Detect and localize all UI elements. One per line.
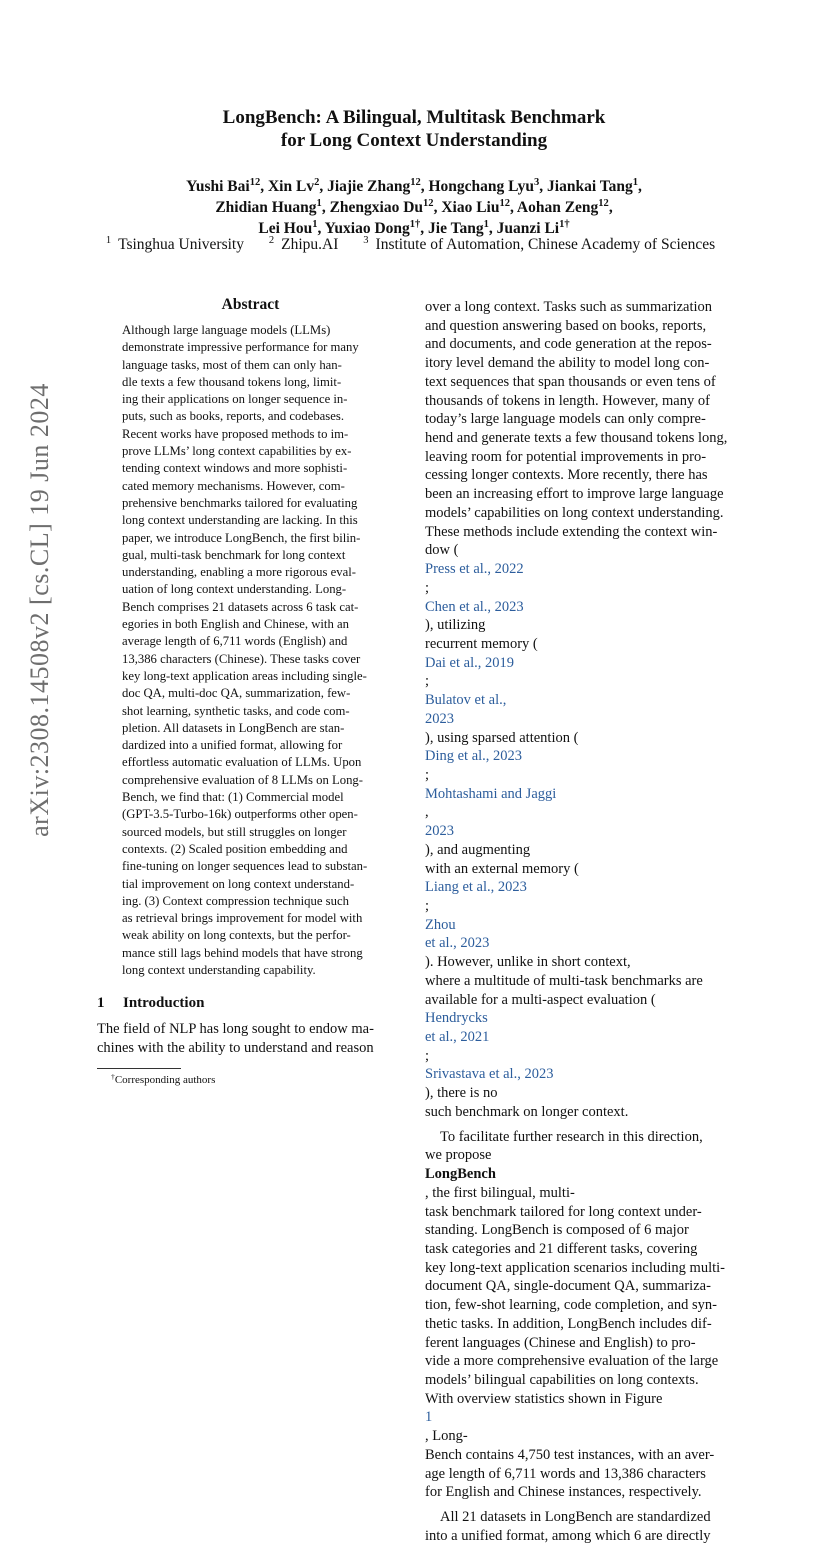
citation-link[interactable]: Liang et al., 2023 bbox=[425, 879, 527, 896]
abstract-line: tial improvement on long context understand- bbox=[122, 876, 355, 891]
abstract-line: 13,386 characters (Chinese). These tasks cover bbox=[122, 651, 361, 666]
text-line: tion, few-shot learning, code completion, and syn- bbox=[425, 1297, 717, 1314]
text-fragment: ; bbox=[425, 766, 430, 783]
citation-link[interactable]: Press et al., 2022 bbox=[425, 561, 524, 578]
affiliation-item bbox=[269, 236, 346, 253]
arxiv-identifier bbox=[16, 370, 64, 850]
abstract-line: long context understanding capability. bbox=[122, 962, 316, 977]
abstract-line: Bench, we find that: (1) Commercial model bbox=[122, 790, 344, 805]
abstract-line: ing their applications on longer sequence in- bbox=[122, 392, 348, 407]
citation-link[interactable]: Bulatov et al., bbox=[425, 692, 507, 709]
text-line: All 21 datasets in LongBench are standardized bbox=[440, 1509, 711, 1525]
affiliation-name: Zhipu.AI bbox=[281, 236, 339, 253]
author-separator: , bbox=[638, 178, 642, 195]
citation-link[interactable]: et al., 2023 bbox=[425, 935, 490, 952]
text-line bbox=[425, 991, 730, 1028]
author-affiliation-mark: 12 bbox=[410, 177, 421, 189]
abstract-line: (GPT-3.5-Turbo-16k) outperforms other open- bbox=[122, 807, 358, 822]
text-fragment: , the first bilingual, multi- bbox=[425, 1184, 575, 1201]
text-line: for English and Chinese instances, respectively. bbox=[425, 1484, 702, 1501]
figure-reference-link[interactable]: 1 bbox=[425, 1409, 433, 1426]
author-affiliation-mark: 1 bbox=[312, 219, 318, 231]
text-line: models’ bilingual capabilities on long contexts. bbox=[425, 1371, 699, 1388]
text-fragment: dow ( bbox=[425, 542, 459, 559]
author-separator: , bbox=[608, 199, 613, 216]
text-line: today’s large language models can only compre- bbox=[425, 411, 706, 428]
author-name: , Yuxiao Dong bbox=[317, 220, 410, 237]
author-name: Lei Hou bbox=[258, 220, 313, 237]
abstract-line: prove LLMs’ long context capabilities by ex- bbox=[122, 444, 352, 459]
left-column bbox=[97, 296, 404, 1087]
text-line: These methods include extending the context win- bbox=[425, 523, 718, 540]
author-name: Yushi Bai bbox=[186, 178, 250, 195]
affiliation-mark: 3 bbox=[363, 235, 369, 247]
abstract-line: mance still lags behind models that have strong bbox=[122, 945, 363, 960]
citation-link[interactable]: 2023 bbox=[425, 710, 454, 727]
abstract-line: Although large language models (LLMs) bbox=[122, 323, 331, 337]
text-line bbox=[425, 1146, 730, 1202]
author-line-1 bbox=[90, 176, 738, 197]
abstract-line: Recent works have proposed methods to im- bbox=[122, 426, 349, 441]
author-name: , Jiajie Zhang bbox=[319, 178, 411, 195]
right-column bbox=[425, 298, 730, 1551]
text-fragment: ; bbox=[425, 898, 430, 914]
abstract-line: paper, we introduce LongBench, the first bilin- bbox=[122, 530, 361, 545]
text-line: over a long context. Tasks such as summarization bbox=[425, 299, 713, 315]
text-line bbox=[425, 860, 730, 935]
abstract-line: Bench comprises 21 datasets across 6 task cat- bbox=[122, 599, 359, 614]
citation-link[interactable]: Hendrycks bbox=[425, 1010, 488, 1027]
title-line-2: for Long Context Understanding bbox=[280, 130, 548, 151]
author-name: , Jiankai Tang bbox=[539, 178, 633, 195]
text-fragment: ). However, unlike in short context, bbox=[425, 954, 631, 971]
author-line-2 bbox=[90, 197, 738, 218]
text-fragment: ), and augmenting bbox=[425, 841, 531, 858]
abstract-line: egories in both English and Chinese, with an bbox=[122, 617, 349, 632]
affiliations bbox=[80, 234, 748, 255]
citation-link[interactable]: Srivastava et al., 2023 bbox=[425, 1066, 554, 1083]
abstract-line: demonstrate impressive performance for many bbox=[122, 340, 359, 355]
author-affiliation-mark: 12 bbox=[598, 198, 609, 210]
author-affiliation-mark: 12 bbox=[499, 198, 510, 210]
paragraph-longbench-proposal bbox=[425, 1128, 730, 1502]
footnote-divider bbox=[97, 1068, 181, 1069]
citation-link[interactable]: Mohtashami and Jaggi bbox=[425, 785, 557, 802]
text-line: been an increasing effort to improve large language bbox=[425, 486, 724, 503]
author-affiliation-mark: 12 bbox=[423, 198, 434, 210]
intro-line: chines with the ability to understand and reason bbox=[97, 1039, 374, 1056]
text-line: itory level demand the ability to model long con- bbox=[425, 355, 710, 372]
abstract-line: shot learning, synthetic tasks, and code com- bbox=[122, 703, 350, 718]
text-line: Bench contains 4,750 test instances, with an aver- bbox=[425, 1446, 715, 1463]
text-fragment: we propose bbox=[425, 1147, 492, 1164]
text-line: task categories and 21 different tasks, covering bbox=[425, 1240, 698, 1257]
title-line-1: LongBench: A Bilingual, Multitask Benchmark bbox=[222, 107, 606, 128]
author-name: , Juanzi Li bbox=[488, 220, 560, 237]
abstract-line: tending context windows and more sophisti- bbox=[122, 461, 348, 476]
abstract-heading: Abstract bbox=[221, 296, 280, 313]
text-line: thousands of tokens in length. However, many of bbox=[425, 392, 710, 409]
abstract-line: comprehensive evaluation of 8 LLMs on Long- bbox=[122, 772, 364, 787]
abstract-line: dle texts a few thousand tokens long, limit- bbox=[122, 374, 342, 389]
abstract-body bbox=[122, 322, 379, 979]
text-line: document QA, single-document QA, summariza- bbox=[425, 1278, 711, 1295]
text-fragment: , bbox=[425, 804, 429, 821]
text-fragment: , Long- bbox=[425, 1428, 468, 1445]
text-line: leaving room for potential improvements in pro- bbox=[425, 448, 707, 465]
affiliation-mark: 2 bbox=[268, 235, 275, 247]
citation-link[interactable]: 2023 bbox=[425, 823, 454, 840]
abstract-line: puts, such as books, reports, and codebases. bbox=[122, 409, 344, 424]
text-line: into a unified format, among which 6 are directly bbox=[425, 1527, 711, 1544]
author-affiliation-mark: 1† bbox=[559, 219, 570, 231]
text-line: To facilitate further research in this direction, bbox=[440, 1128, 703, 1145]
text-line bbox=[425, 710, 730, 785]
author-affiliation-mark: 3 bbox=[534, 177, 540, 189]
abstract-line: doc QA, multi-doc QA, summarization, few- bbox=[122, 686, 351, 701]
text-line: where a multitude of multi-task benchmarks are bbox=[425, 972, 703, 989]
intro-line: The field of NLP has long sought to endow ma- bbox=[97, 1021, 374, 1038]
author-affiliation-mark: 2 bbox=[314, 177, 320, 189]
author-name: , Xin Lv bbox=[260, 178, 315, 195]
text-line: vide a more comprehensive evaluation of the large bbox=[425, 1353, 719, 1370]
abstract-line: effortless automatic evaluation of LLMs. Upon bbox=[122, 755, 362, 770]
author-affiliation-mark: 1 bbox=[316, 198, 322, 210]
abstract-line: understanding, enabling a more rigorous eval- bbox=[122, 565, 356, 580]
abstract-line: long context understanding are lacking. In this bbox=[122, 513, 358, 528]
author-name: Zhidian Huang bbox=[215, 199, 317, 216]
citation-link[interactable]: Ding et al., 2023 bbox=[425, 748, 523, 765]
text-line: thetic tasks. In addition, LongBench includes dif- bbox=[425, 1315, 712, 1332]
text-line: and documents, and code generation at the repos- bbox=[425, 336, 712, 353]
abstract-line: key long-text application areas including single- bbox=[122, 668, 367, 683]
paragraph-context bbox=[425, 298, 730, 1122]
abstract-line: weak ability on long contexts, but the perfor- bbox=[122, 928, 351, 943]
abstract-line: average length of 6,711 words (English) and bbox=[122, 634, 348, 649]
arxiv-id-text: arXiv:2308.14508v2 [cs.CL] 19 Jun 2024 bbox=[25, 383, 54, 837]
text-fragment: ; bbox=[425, 673, 430, 690]
footnote-mark: † bbox=[111, 1071, 115, 1081]
abstract-line: cated memory mechanisms. However, com- bbox=[122, 478, 345, 493]
author-name: , Xiao Liu bbox=[433, 199, 500, 216]
text-line bbox=[425, 635, 730, 710]
author-list bbox=[90, 176, 738, 239]
abstract-line: language tasks, most of them can only han- bbox=[122, 357, 342, 372]
abstract-line: fine-tuning on longer sequences lead to substan- bbox=[122, 859, 368, 874]
text-line: task benchmark tailored for long context under- bbox=[425, 1203, 702, 1220]
abstract-line: prehensive benchmarks tailored for evaluating bbox=[122, 495, 358, 510]
section-heading-introduction bbox=[97, 995, 404, 1012]
affiliation-item bbox=[363, 236, 722, 253]
text-fragment: ), there is no bbox=[425, 1085, 498, 1102]
text-fragment: ; bbox=[425, 579, 430, 596]
abstract-line: gual, multi-task benchmark for long context bbox=[122, 547, 346, 562]
intro-paragraph bbox=[97, 1020, 404, 1057]
text-line: ferent languages (Chinese and English) to pro- bbox=[425, 1334, 696, 1351]
citation-link[interactable]: Chen et al., 2023 bbox=[425, 598, 524, 615]
affiliation-name: Tsinghua University bbox=[118, 236, 244, 253]
author-name: , Aohan Zeng bbox=[509, 199, 599, 216]
text-line bbox=[425, 1390, 730, 1446]
text-fragment: recurrent memory ( bbox=[425, 635, 538, 652]
text-fragment: ), utilizing bbox=[425, 617, 486, 634]
abstract-line: sourced models, but still struggles on longer bbox=[122, 824, 347, 839]
abstract-line: as retrieval brings improvement for model with bbox=[122, 911, 363, 926]
text-fragment: available for a multi-aspect evaluation ( bbox=[425, 991, 656, 1008]
text-fragment: ), using sparsed attention ( bbox=[425, 729, 579, 746]
author-name: , Jie Tang bbox=[420, 220, 484, 237]
text-line bbox=[425, 541, 730, 635]
paragraph-datasets bbox=[425, 1508, 730, 1545]
text-line: key long-text application scenarios including multi- bbox=[425, 1259, 725, 1276]
text-line: standing. LongBench is composed of 6 major bbox=[425, 1222, 689, 1239]
text-fragment: ; bbox=[425, 1047, 430, 1064]
author-affiliation-mark: 1† bbox=[409, 219, 421, 231]
text-fragment: with an external memory ( bbox=[425, 860, 579, 877]
author-name: , Hongchang Lyu bbox=[420, 178, 535, 195]
text-line bbox=[425, 785, 730, 860]
author-name: , Zhengxiao Du bbox=[321, 199, 424, 216]
abstract-line: uation of long context understanding. Long- bbox=[122, 582, 347, 597]
text-line: hend and generate texts a few thousand tokens long, bbox=[425, 430, 728, 447]
author-affiliation-mark: 1 bbox=[483, 219, 489, 231]
author-affiliation-mark: 12 bbox=[249, 177, 261, 189]
citation-link[interactable]: Dai et al., 2019 bbox=[425, 654, 514, 671]
text-line: age length of 6,711 words and 13,386 characters bbox=[425, 1465, 706, 1482]
citation-link[interactable]: Zhou bbox=[425, 916, 456, 933]
text-line: models’ capabilities on long context understanding. bbox=[425, 504, 724, 521]
abstract-line: contexts. (2) Scaled position embedding and bbox=[122, 841, 348, 856]
footnote-text: Corresponding authors bbox=[114, 1073, 216, 1086]
affiliation-item bbox=[106, 236, 251, 253]
abstract-line: pletion. All datasets in LongBench are stan- bbox=[122, 720, 345, 735]
text-fragment: With overview statistics shown in Figure bbox=[425, 1390, 663, 1407]
section-number: 1 bbox=[97, 995, 105, 1012]
text-line: such benchmark on longer context. bbox=[425, 1103, 629, 1120]
abstract-line: ing. (3) Context compression technique such bbox=[122, 893, 349, 908]
author-affiliation-mark: 1 bbox=[632, 177, 639, 189]
affiliation-mark: 1 bbox=[105, 235, 112, 247]
citation-link[interactable]: et al., 2021 bbox=[425, 1029, 490, 1046]
footnote bbox=[111, 1073, 404, 1087]
section-title: Introduction bbox=[123, 995, 205, 1012]
text-line: and question answering based on books, reports, bbox=[425, 317, 707, 334]
benchmark-name: LongBench bbox=[425, 1166, 496, 1183]
text-line bbox=[425, 1028, 730, 1103]
text-line: cessing longer contexts. More recently, there has bbox=[425, 467, 708, 484]
text-line bbox=[425, 934, 730, 971]
text-line: text sequences that span thousands or even tens of bbox=[425, 373, 716, 390]
affiliation-name: Institute of Automation, Chinese Academy of Sciences bbox=[375, 236, 716, 253]
paper-title bbox=[150, 106, 678, 152]
abstract-line: dardized into a unified format, allowing for bbox=[122, 738, 343, 753]
